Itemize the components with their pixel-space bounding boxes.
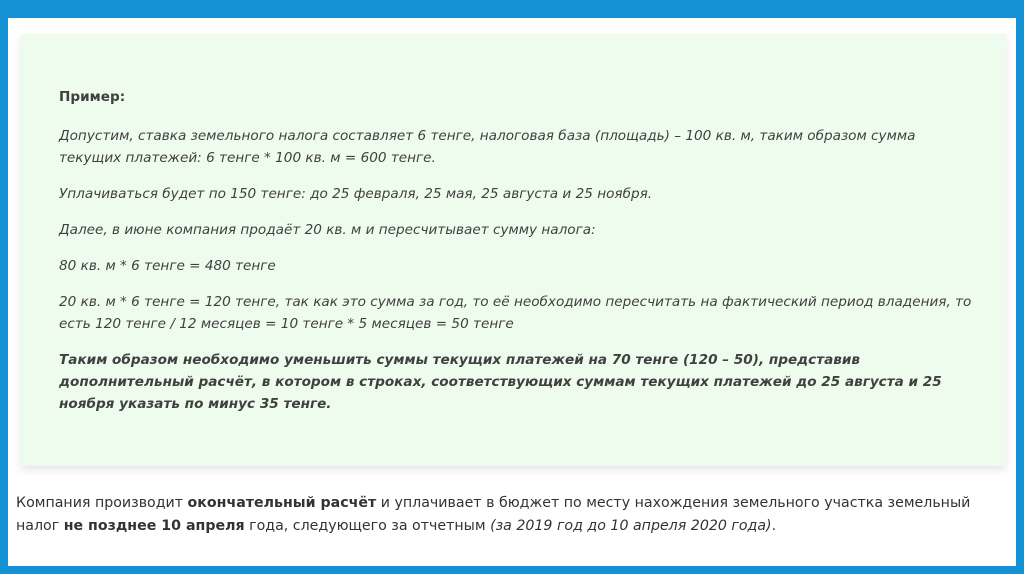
example-paragraph-3: Далее, в июне компания продаёт 20 кв. м и пересчитывает сумму налога:	[59, 222, 596, 238]
example-paragraph-1: Допустим, ставка земельного налога составляет 6 тенге, налоговая база (площадь) – 100 кв. м, таким образом сумма текущих платежей: 6 тенге * 100 кв. м = 600 тенге.	[59, 128, 916, 166]
footer-text-part1: Компания производит	[16, 495, 188, 511]
example-paragraph-5: 20 кв. м * 6 тенге = 120 тенге, так как это сумма за год, то её необходимо пересчитать на фактический период владения, то есть 120 тенге / 12 месяцев = 10 тенге * 5 месяцев = 50 тенге	[59, 294, 972, 332]
example-title: Пример:	[59, 89, 126, 105]
footer-text-part5: года, следующего за отчетным	[244, 518, 491, 534]
example-box	[21, 34, 1006, 466]
footer-text-final-settlement: окончательный расчёт	[187, 495, 377, 511]
footer-text-end: .	[771, 518, 777, 534]
page-sheet	[8, 18, 1016, 566]
example-paragraph-2: Уплачиваться будет по 150 тенге: до 25 февраля, 25 мая, 25 августа и 25 ноября.	[59, 186, 653, 202]
footer-text-example-period: (за 2019 год до 10 апреля 2020 года)	[490, 518, 772, 534]
example-conclusion: Таким образом необходимо уменьшить суммы текущих платежей на 70 тенге (120 – 50), представив дополнительный расчёт, в котором в строках, соответствующих суммам текущих платежей до 25 августа и 25 ноября указать по минус 35 тенге.	[59, 352, 942, 412]
footer-text-deadline: не позднее 10 апреля	[63, 518, 245, 534]
example-paragraph-4: 80 кв. м * 6 тенге = 480 тенге	[59, 258, 276, 274]
footer-text-part3: и уплачивает в бюджет по месту нахождения земельного участка земельный налог	[16, 495, 971, 534]
footer-paragraph	[16, 492, 1006, 538]
example-content	[59, 86, 979, 429]
